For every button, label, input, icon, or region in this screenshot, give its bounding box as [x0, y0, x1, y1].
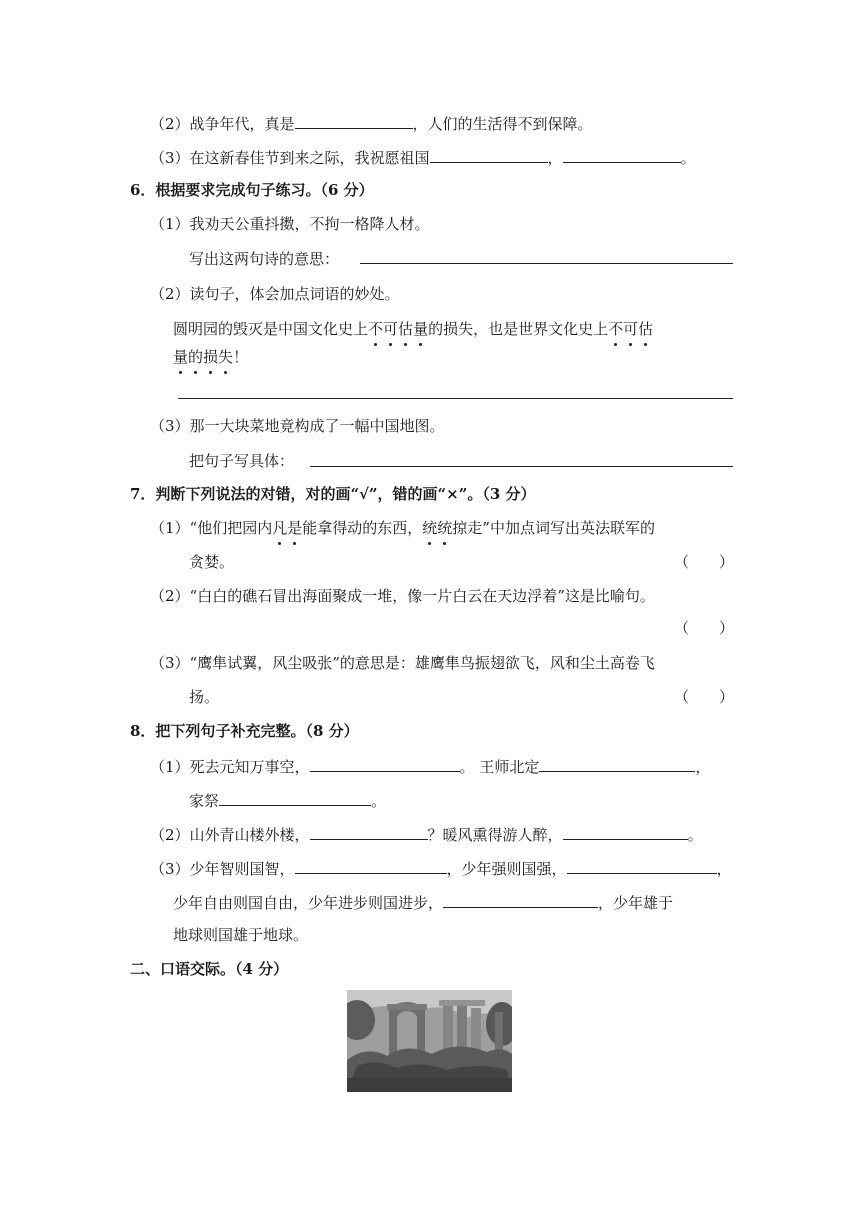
q6-item2-dotted-a: 不可估量: [368, 320, 429, 338]
q7-item1-text-c: 掠走”中加点词写出英法联军的: [452, 519, 655, 537]
q5-item2: [150, 111, 593, 135]
q8-title: 8．把下列句子补充完整。（8 分）: [130, 722, 359, 740]
q6-item2-dotted-b2: 量: [173, 348, 189, 366]
q8-item1-blank-2[interactable]: [539, 754, 695, 772]
q8-item2: [150, 822, 703, 846]
q8-item3-text-e: ，少年雄于: [598, 894, 674, 912]
q8-item3-blank-2[interactable]: [567, 856, 717, 874]
q8-item3: [150, 856, 732, 880]
q6-item3: （3）那一大块菜地竟构成了一幅中国地图。: [150, 417, 445, 435]
q7-title: 7．判断下列说法的对错，对的画“√”，错的画“×”。（3 分）: [130, 485, 536, 503]
q8-item3-text-d: 少年自由则国自由，少年进步则国进步，: [173, 894, 444, 912]
q5-item3-end: 。: [680, 149, 696, 167]
q5-item3-blank-1[interactable]: [430, 145, 548, 163]
q8-item1-line2: [189, 788, 386, 812]
q7-item3-answer-paren[interactable]: （ ）: [674, 688, 735, 706]
q7-item1-text-a: （1）“他们把园内: [150, 519, 273, 537]
yuanmingyuan-ruins-photo: [347, 990, 512, 1092]
q8-item2-blank-2[interactable]: [563, 822, 688, 840]
q7-item2-answer-paren[interactable]: （ ）: [674, 619, 735, 637]
q6-item1-answer-line[interactable]: [360, 263, 733, 264]
q7-item3-line2: 扬。: [189, 688, 220, 706]
q6-item3-answer-line[interactable]: [310, 466, 733, 467]
q8-item1-text-d: 家祭: [189, 792, 220, 810]
q8-item2-blank-1[interactable]: [310, 822, 428, 840]
q7-item1: [150, 517, 655, 539]
q8-item3-blank-3[interactable]: [443, 890, 598, 908]
q6-item1-task: 写出这两句诗的意思：: [189, 250, 340, 268]
q7-item1-text-b: 能拿得动的东西，: [302, 519, 423, 537]
q8-item2-text-b: ？暖风熏得游人醉，: [427, 826, 563, 844]
q8-item3-text-a: （3）少年智则国智，: [150, 860, 295, 878]
q5-item3-comma: ，: [547, 149, 563, 167]
q6-item1: （1）我劝天公重抖擞，不拘一格降人材。: [150, 215, 430, 233]
q6-item2-dotted-b: 不可估: [608, 320, 654, 338]
q8-item1-blank-1[interactable]: [310, 754, 460, 772]
q7-item1-dotted-2: 统统: [422, 519, 453, 537]
q8-item2-text-c: 。: [687, 826, 703, 844]
q5-item3: [150, 145, 696, 169]
q8-item3-text-c: ，: [716, 860, 732, 878]
q8-item3-text-b: ，少年强则国强，: [446, 860, 567, 878]
q8-item1-text-b: 。 王师北定: [459, 758, 540, 776]
q8-item2-text-a: （2）山外青山楼外楼，: [150, 826, 310, 844]
q8-item3-blank-1[interactable]: [295, 856, 447, 874]
q7-item3: （3）“鹰隼试翼，风尘吸张”的意思是：雄鹰隼鸟振翅欲飞，风和尘土高卷飞: [150, 654, 655, 672]
q8-item3-line2: [173, 890, 673, 914]
q5-item2-blank[interactable]: [295, 111, 413, 129]
q7-item1-answer-paren[interactable]: （ ）: [674, 553, 735, 571]
q5-item2-text: （2）战争年代，真是: [150, 115, 295, 133]
q7-item1-dotted-1: 凡是: [272, 519, 303, 537]
q8-item1: [150, 754, 710, 778]
q8-item1-text-c: ，: [695, 758, 711, 776]
q8-item3-line3: 地球则国雄于地球。: [173, 926, 309, 944]
q6-item2-text-b: 的损失，也是世界文化史上: [428, 320, 609, 338]
q6-title: 6．根据要求完成句子练习。（6 分）: [130, 181, 374, 199]
q6-item2-text-a: 圆明园的毁灭是中国文化史上: [173, 320, 369, 338]
q5-item3-blank-2[interactable]: [563, 145, 681, 163]
q6-item2-text-c: 的损失！: [188, 348, 249, 366]
q6-item2-sentence: [173, 318, 653, 340]
ruins-illustration: [347, 990, 512, 1092]
q5-item3-text: （3）在这新春佳节到来之际，我祝愿祖国: [150, 149, 430, 167]
q6-item2-sentence-line2: [173, 346, 248, 368]
q7-item1-line2: 贪婪。: [189, 553, 235, 571]
q8-item1-text-e: 。: [371, 792, 387, 810]
q6-item2: （2）读句子，体会加点词语的妙处。: [150, 285, 400, 303]
q6-item3-task: 把句子写具体：: [189, 452, 295, 470]
q8-item1-blank-3[interactable]: [219, 788, 371, 806]
q5-item2-text-post: ，人们的生活得不到保障。: [412, 115, 593, 133]
q8-item1-text-a: （1）死去元知万事空，: [150, 758, 310, 776]
q6-item2-answer-line[interactable]: [178, 398, 733, 399]
section2-title: 二、口语交际。（4 分）: [130, 960, 289, 978]
q7-item2: （2）“白白的礁石冒出海面聚成一堆，像一片白云在天边浮着”这是比喻句。: [150, 587, 655, 605]
